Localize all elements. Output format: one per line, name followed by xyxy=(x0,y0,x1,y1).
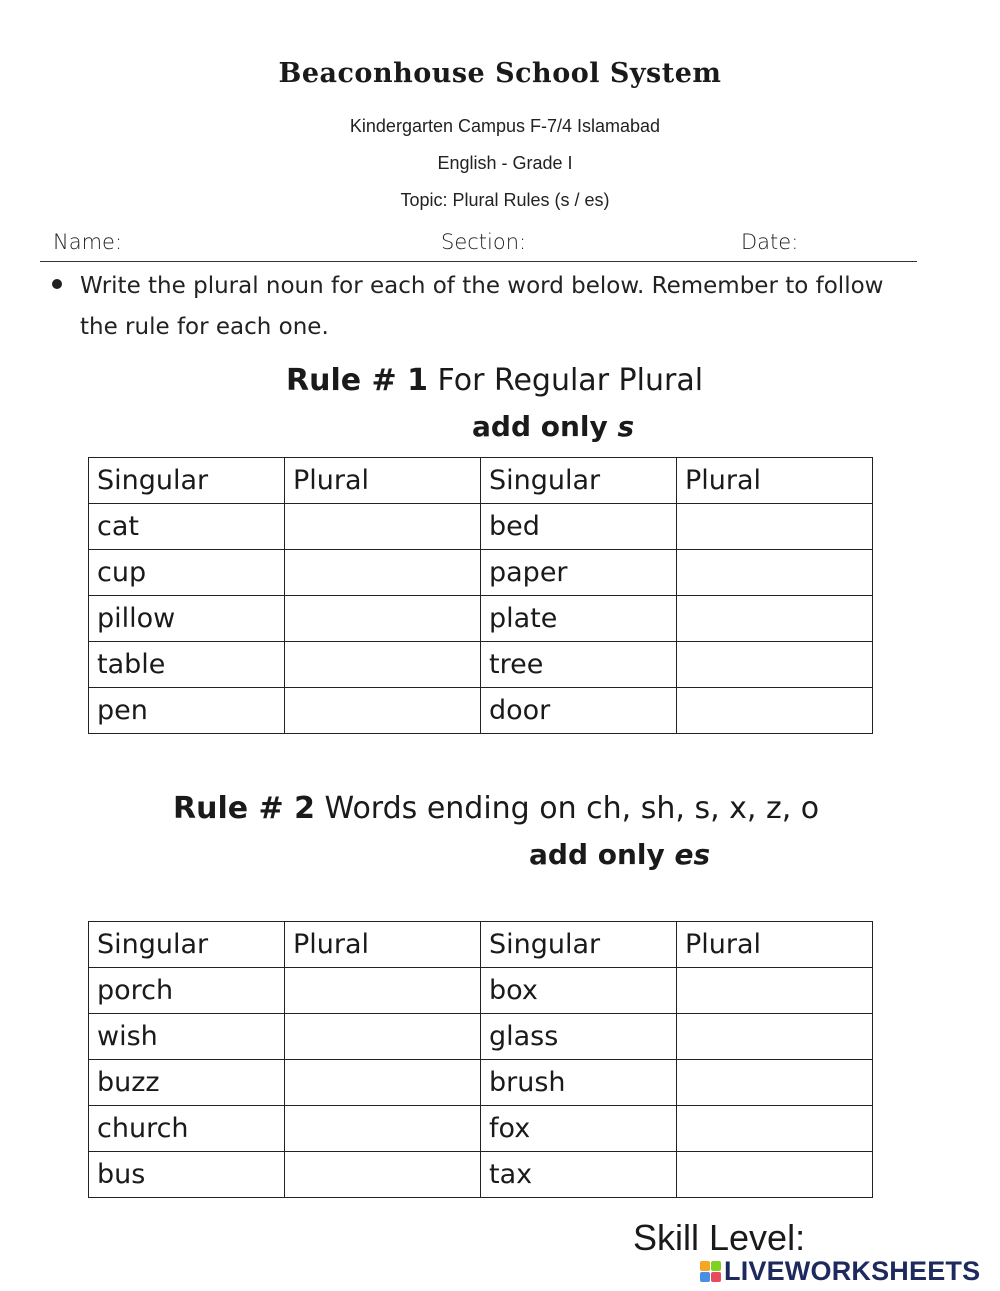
logo-square xyxy=(711,1272,721,1282)
liveworksheets-logo[interactable] xyxy=(700,1256,980,1287)
plural-answer-cell[interactable] xyxy=(285,968,481,1014)
table-row xyxy=(89,642,873,688)
table-header-row xyxy=(89,922,873,968)
rule2-title xyxy=(173,791,819,826)
singular-word-cell: buzz xyxy=(89,1060,285,1106)
subject-line: English - Grade I xyxy=(437,153,573,173)
date-label: Date: xyxy=(741,230,799,254)
liveworksheets-icon xyxy=(700,1261,721,1282)
singular-word-cell: porch xyxy=(89,968,285,1014)
singular-word-cell: pen xyxy=(89,688,285,734)
name-label: Name: xyxy=(53,230,123,254)
campus-line: Kindergarten Campus F-7/4 Islamabad xyxy=(349,116,661,136)
plural-answer-cell[interactable] xyxy=(285,1060,481,1106)
column-header: Plural xyxy=(285,458,481,504)
singular-word-cell: pillow xyxy=(89,596,285,642)
table-row xyxy=(89,596,873,642)
plural-answer-cell[interactable] xyxy=(677,550,873,596)
table-row xyxy=(89,1152,873,1198)
singular-word-cell: tree xyxy=(481,642,677,688)
logo-square xyxy=(711,1261,721,1271)
singular-word-cell: glass xyxy=(481,1014,677,1060)
table-row xyxy=(89,688,873,734)
rule1-table xyxy=(88,457,873,734)
singular-word-cell: wish xyxy=(89,1014,285,1060)
rule2-table-body xyxy=(89,922,873,1198)
plural-answer-cell[interactable] xyxy=(285,688,481,734)
plural-answer-cell[interactable] xyxy=(677,596,873,642)
section-label: Section: xyxy=(441,230,527,254)
plural-answer-cell[interactable] xyxy=(677,1152,873,1198)
plural-answer-cell[interactable] xyxy=(677,642,873,688)
plural-answer-cell[interactable] xyxy=(285,504,481,550)
topic-line: Topic: Plural Rules (s / es) xyxy=(400,190,610,210)
rule1-add-suffix: s xyxy=(617,410,635,443)
column-header: Plural xyxy=(677,922,873,968)
plural-answer-cell[interactable] xyxy=(677,1060,873,1106)
skill-level-label: Skill Level: xyxy=(633,1217,806,1258)
plural-answer-cell[interactable] xyxy=(285,596,481,642)
singular-word-cell: box xyxy=(481,968,677,1014)
table-row xyxy=(89,550,873,596)
column-header: Singular xyxy=(481,922,677,968)
singular-word-cell: tax xyxy=(481,1152,677,1198)
logo-square xyxy=(700,1272,710,1282)
plural-answer-cell[interactable] xyxy=(285,1106,481,1152)
plural-answer-cell[interactable] xyxy=(677,1014,873,1060)
bullet-icon xyxy=(52,279,62,289)
table-row xyxy=(89,504,873,550)
liveworksheets-brand: LIVEWORKSHEETS xyxy=(724,1256,981,1286)
column-header: Singular xyxy=(89,922,285,968)
school-name: Beaconhouse School System xyxy=(278,58,722,89)
column-header: Plural xyxy=(285,922,481,968)
singular-word-cell: plate xyxy=(481,596,677,642)
table-row xyxy=(89,968,873,1014)
header-divider xyxy=(40,261,917,262)
column-header: Plural xyxy=(677,458,873,504)
table-row xyxy=(89,1060,873,1106)
rule1-add-prefix: add only xyxy=(472,410,608,443)
singular-word-cell: table xyxy=(89,642,285,688)
plural-answer-cell[interactable] xyxy=(677,1106,873,1152)
column-header: Singular xyxy=(481,458,677,504)
rule1-description: For Regular Plural xyxy=(437,363,704,398)
rule1-table-body xyxy=(89,458,873,734)
plural-answer-cell[interactable] xyxy=(677,504,873,550)
logo-square xyxy=(700,1261,710,1271)
singular-word-cell: fox xyxy=(481,1106,677,1152)
table-row xyxy=(89,1014,873,1060)
plural-answer-cell[interactable] xyxy=(677,688,873,734)
plural-answer-cell[interactable] xyxy=(285,642,481,688)
singular-word-cell: bed xyxy=(481,504,677,550)
plural-answer-cell[interactable] xyxy=(285,1152,481,1198)
rule1-add xyxy=(472,410,634,443)
singular-word-cell: church xyxy=(89,1106,285,1152)
singular-word-cell: cat xyxy=(89,504,285,550)
rule2-add-prefix: add only xyxy=(529,838,665,871)
table-row xyxy=(89,1106,873,1152)
rule1-title xyxy=(286,363,703,398)
singular-word-cell: bus xyxy=(89,1152,285,1198)
rule2-table xyxy=(88,921,873,1198)
singular-word-cell: door xyxy=(481,688,677,734)
rule2-description: Words ending on ch, sh, s, x, z, o xyxy=(324,791,820,826)
rule2-add-suffix: es xyxy=(674,838,711,871)
plural-answer-cell[interactable] xyxy=(285,550,481,596)
plural-answer-cell[interactable] xyxy=(677,968,873,1014)
plural-answer-cell[interactable] xyxy=(285,1014,481,1060)
rule2-add xyxy=(529,838,710,871)
rule2-label: Rule # 2 xyxy=(173,791,315,826)
instruction-text: Write the plural noun for each of the word below. Remember to follow the rule for each one. xyxy=(80,273,884,340)
singular-word-cell: brush xyxy=(481,1060,677,1106)
rule1-label: Rule # 1 xyxy=(286,363,428,398)
table-header-row xyxy=(89,458,873,504)
column-header: Singular xyxy=(89,458,285,504)
singular-word-cell: paper xyxy=(481,550,677,596)
singular-word-cell: cup xyxy=(89,550,285,596)
